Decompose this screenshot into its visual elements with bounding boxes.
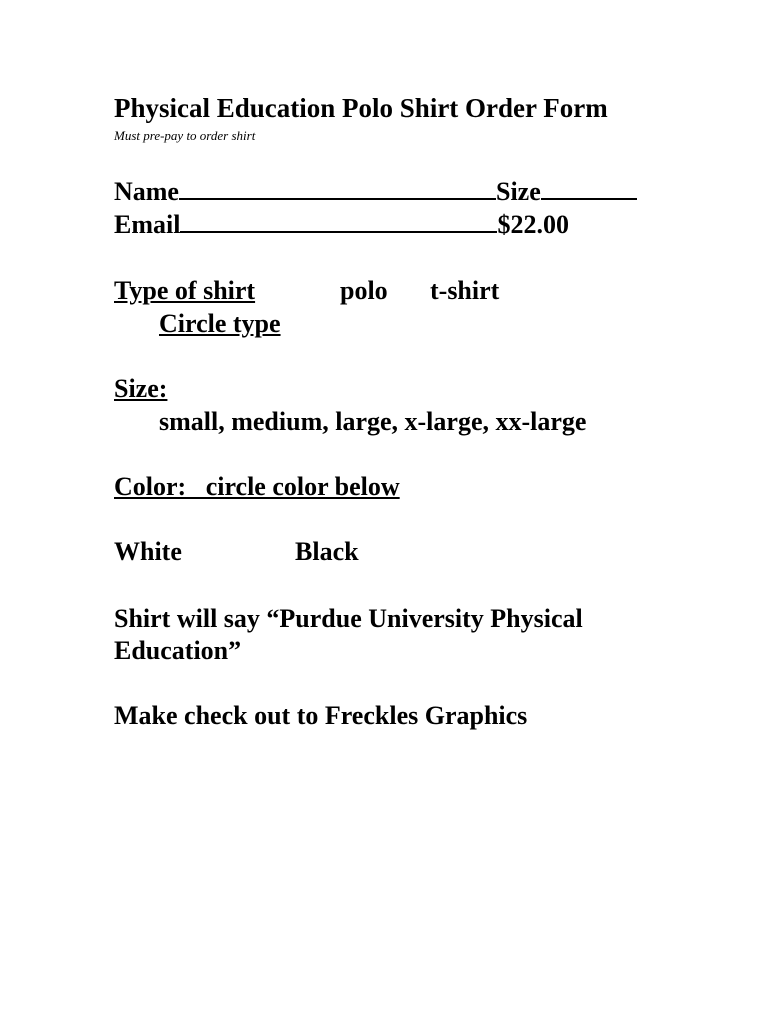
color-heading: Color: circle color below (114, 472, 400, 501)
size-heading: Size: (114, 374, 168, 403)
circle-type-label: Circle type (159, 309, 281, 338)
type-of-shirt-label: Type of shirt (114, 276, 256, 305)
email-label: Email (114, 210, 181, 239)
size-options[interactable]: small, medium, large, x-large, xx-large (159, 407, 587, 436)
shirt-text-line-1: Shirt will say “Purdue University Physical (114, 604, 583, 633)
name-label: Name (114, 177, 179, 206)
form-subtitle: Must pre-pay to order shirt (114, 128, 256, 143)
size-label: Size (495, 177, 541, 206)
price-text: $22.00 (497, 210, 569, 239)
form-title: Physical Education Polo Shirt Order Form (114, 93, 608, 123)
color-option-white[interactable]: White (114, 537, 182, 566)
check-payable-note: Make check out to Freckles Graphics (114, 701, 528, 730)
email-price-row (114, 210, 569, 240)
color-option-black[interactable]: Black (295, 537, 359, 566)
type-option-tshirt[interactable]: t-shirt (430, 276, 500, 305)
shirt-text-line-2: Education” (114, 636, 242, 665)
name-blank[interactable] (179, 178, 496, 200)
email-blank[interactable] (180, 211, 497, 233)
size-blank[interactable] (541, 178, 637, 200)
name-size-row (114, 177, 637, 207)
type-option-polo[interactable]: polo (340, 276, 388, 305)
